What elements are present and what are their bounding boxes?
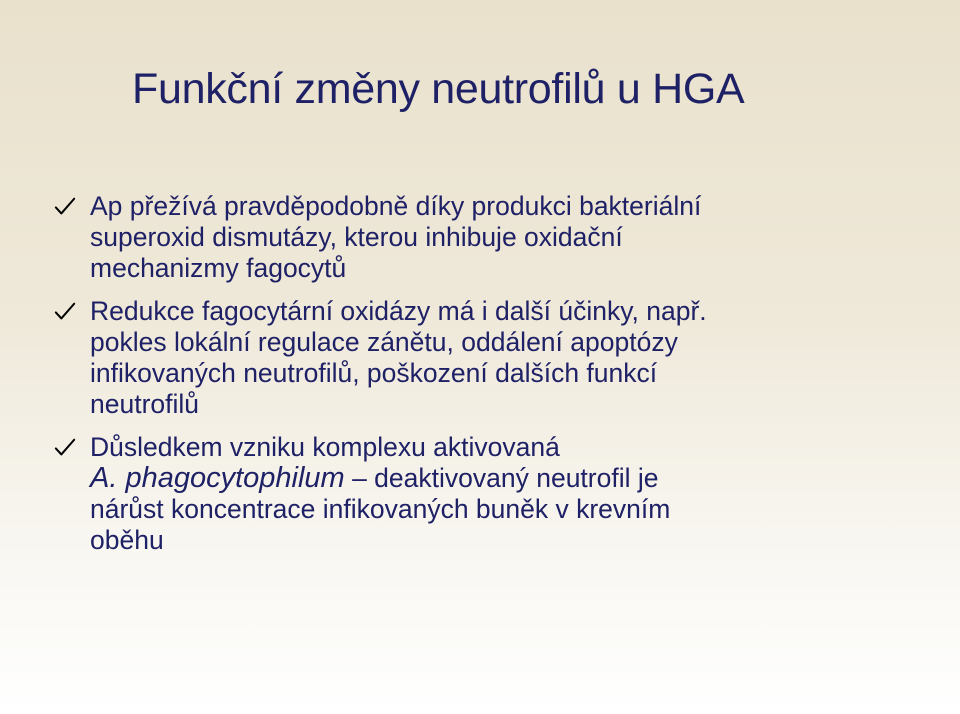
bullet-item-1 bbox=[54, 191, 934, 284]
slide-title: Funkční změny neutrofilů u HGA bbox=[132, 65, 745, 113]
bullet-1-line-3: mechanizmy fagocytů bbox=[90, 253, 347, 283]
bullet-3-line-3: nárůst koncentrace infikovaných buněk v krevním bbox=[90, 494, 671, 524]
bullet-1-line-2: superoxid dismutázy, kterou inhibuje oxidační bbox=[90, 222, 623, 252]
bullet-1-line-1: Ap přežívá pravděpodobně díky produkci bakteriální bbox=[90, 191, 702, 221]
bullet-3-line-4: oběhu bbox=[90, 525, 164, 555]
bullet-3-line-2-rest: – deaktivovaný neutrofil je bbox=[344, 463, 659, 493]
bullet-3-line-2 bbox=[90, 463, 934, 494]
bullet-2-line-4: neutrofilů bbox=[90, 389, 200, 419]
bullet-list bbox=[54, 191, 934, 556]
check-icon bbox=[54, 301, 76, 323]
bullet-2-line-1: Redukce fagocytární oxidázy má i další účinky, např. bbox=[90, 296, 707, 326]
bullet-item-2 bbox=[54, 296, 934, 420]
check-icon bbox=[54, 196, 76, 218]
check-icon bbox=[54, 437, 76, 459]
species-name: A. phagocytophilum bbox=[90, 462, 345, 494]
bullet-3-line-1: Důsledkem vzniku komplexu aktivovaná bbox=[90, 432, 560, 462]
bullet-item-3 bbox=[54, 432, 934, 556]
bullet-2-line-3: infikovaných neutrofilů, poškození dalších funkcí bbox=[90, 358, 658, 388]
bullet-2-line-2: pokles lokální regulace zánětu, oddálení apoptózy bbox=[90, 327, 678, 357]
